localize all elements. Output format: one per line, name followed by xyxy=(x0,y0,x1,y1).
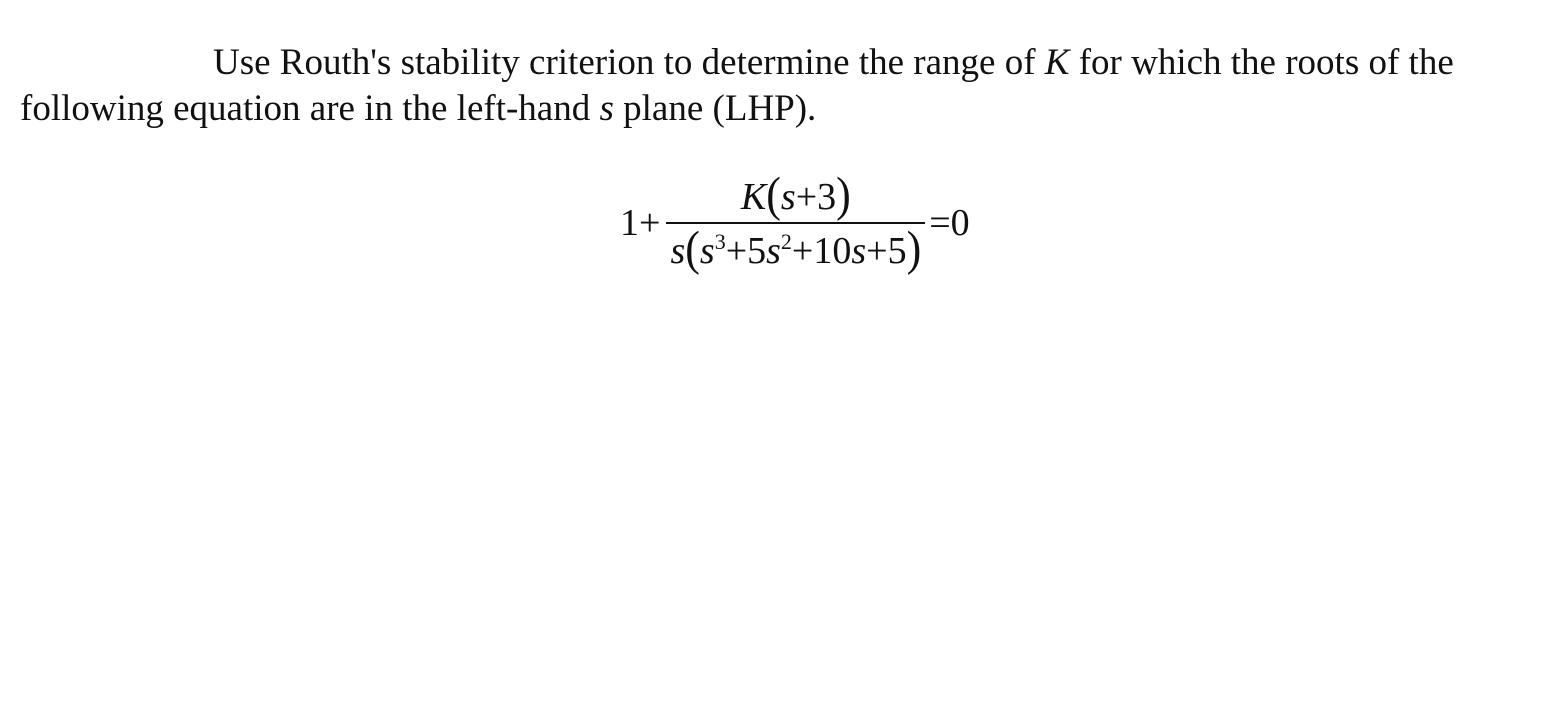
equation-rhs: =0 xyxy=(929,202,970,244)
denominator-exponent-2: 2 xyxy=(780,229,792,254)
problem-text-part3: plane (LHP). xyxy=(613,88,817,129)
numerator-open-paren: ( xyxy=(766,167,781,222)
problem-statement xyxy=(20,40,1546,132)
fraction-denominator xyxy=(666,221,925,276)
denominator-plus-5: +5 xyxy=(725,230,767,272)
problem-text-part2: for which the roots of the following equation are in the left-hand xyxy=(20,42,1454,129)
denominator-plus-5-const: +5 xyxy=(866,230,907,272)
denominator-s-outer: s xyxy=(670,230,686,272)
problem-text-part1: Use Routh's stability criterion to determine the range of xyxy=(213,42,1045,83)
equation-fraction xyxy=(666,167,925,276)
characteristic-equation xyxy=(620,168,970,278)
fraction-numerator xyxy=(729,167,863,222)
denominator-s-squared-base: s xyxy=(766,230,781,272)
numerator-rest: +3 xyxy=(795,176,837,218)
denominator-s-linear: s xyxy=(851,230,867,272)
numerator-close-paren: ) xyxy=(836,167,851,222)
denominator-open-paren: ( xyxy=(685,221,700,276)
denominator-plus-10: +10 xyxy=(791,230,852,272)
numerator-k: K xyxy=(740,176,767,218)
denominator-s-cubed-base: s xyxy=(699,230,715,272)
variable-s: s xyxy=(599,88,614,129)
equation-lhs: 1+ xyxy=(620,202,661,244)
numerator-s: s xyxy=(780,176,796,218)
denominator-close-paren: ) xyxy=(906,221,922,276)
variable-k: K xyxy=(1044,42,1070,83)
denominator-exponent-3: 3 xyxy=(714,229,726,254)
